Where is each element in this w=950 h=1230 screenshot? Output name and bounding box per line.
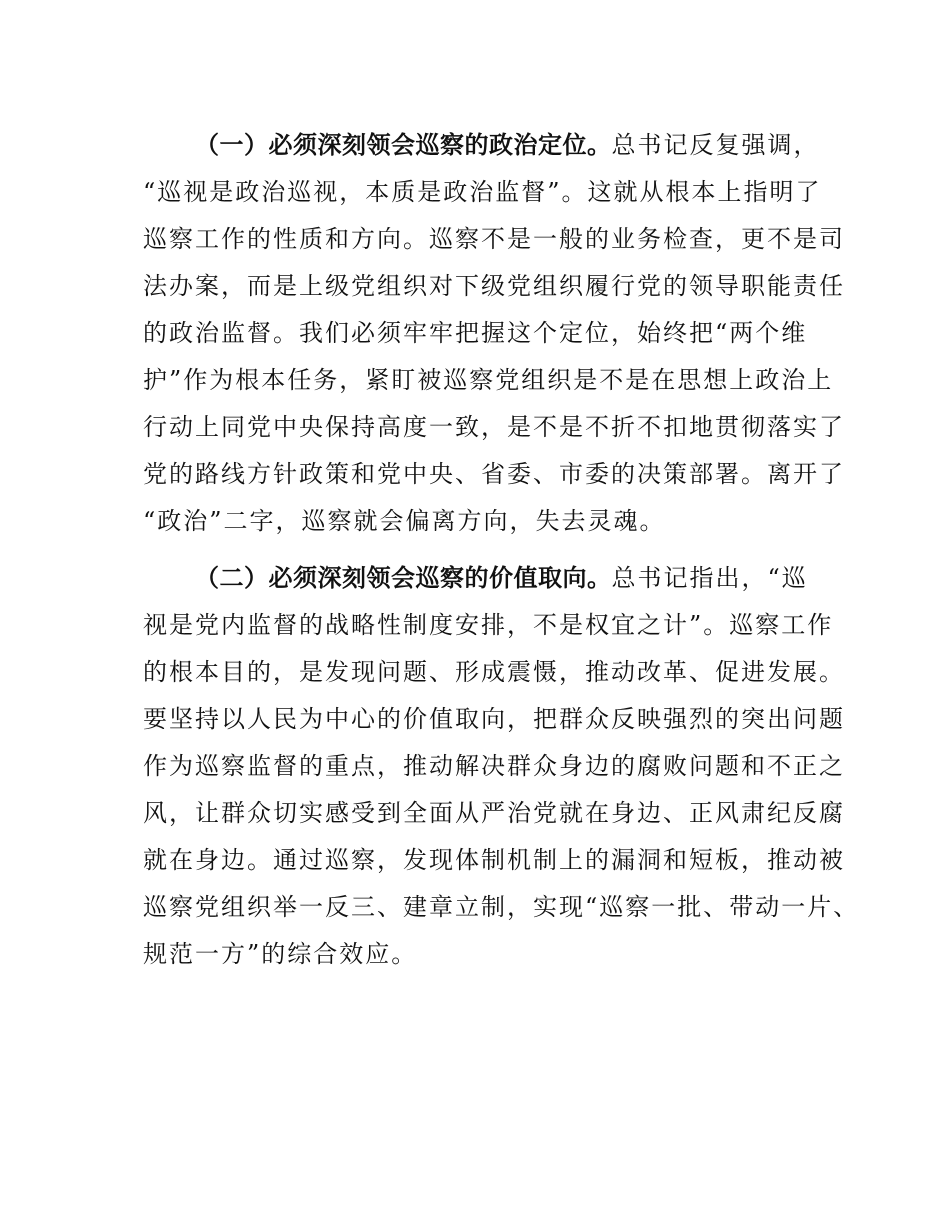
section-political-positioning xyxy=(143,122,843,545)
paragraph-line: 的政治监督。我们必须牢牢把握这个定位，始终把“两个维 xyxy=(143,319,808,347)
paragraph-line: 视是党内监督的战略性制度安排，不是权宜之计”。巡察工作 xyxy=(143,611,834,639)
paragraph-line: “巡视是政治巡视，本质是政治监督”。这就从根本上指明了 xyxy=(143,178,822,206)
section-heading: （二）必须深刻领会巡察的价值取向。 xyxy=(195,564,612,592)
paragraph-line: 巡察党组织举一反三、建章立制，实现“巡察一批、带动一片、 xyxy=(143,893,860,921)
paragraph-line: “政治”二字，巡察就会偏离方向，失去灵魂。 xyxy=(143,507,666,535)
paragraph-line: 作为巡察监督的重点，推动解决群众身边的腐败问题和不正之 xyxy=(143,752,845,780)
paragraph-line: 风，让群众切实感受到全面从严治党就在身边、正风肃纪反腐 xyxy=(143,799,845,827)
paragraph-line: 行动上同党中央保持高度一致，是不是不折不扣地贯彻落实了 xyxy=(143,413,845,441)
paragraph-line: 法办案，而是上级党组织对下级党组织履行党的领导职能责任 xyxy=(143,272,845,300)
paragraph-line: 要坚持以人民为中心的价值取向，把群众反映强烈的突出问题 xyxy=(143,705,845,733)
paragraph-first-line xyxy=(143,122,843,169)
paragraph-first-line xyxy=(143,555,843,602)
paragraph-line: 规范一方”的综合效应。 xyxy=(143,940,418,968)
paragraph-line: 护”作为根本任务，紧盯被巡察党组织是不是在思想上政治上 xyxy=(143,366,834,394)
section-value-orientation xyxy=(143,555,860,978)
paragraph-line: 巡察工作的性质和方向。巡察不是一般的业务检查，更不是司 xyxy=(143,225,845,253)
paragraph-line: 就在身边。通过巡察，发现体制机制上的漏洞和短板，推动被 xyxy=(143,846,845,874)
paragraph-line: 的根本目的，是发现问题、形成震慑，推动改革、促进发展。 xyxy=(143,658,845,686)
paragraph-line: 党的路线方针政策和党中央、省委、市委的决策部署。离开了 xyxy=(143,460,845,488)
section-heading: （一）必须深刻领会巡察的政治定位。 xyxy=(195,131,612,159)
paragraph-text: 总书记反复强调， xyxy=(611,131,820,159)
paragraph-text: 总书记指出，“巡 xyxy=(611,564,808,592)
